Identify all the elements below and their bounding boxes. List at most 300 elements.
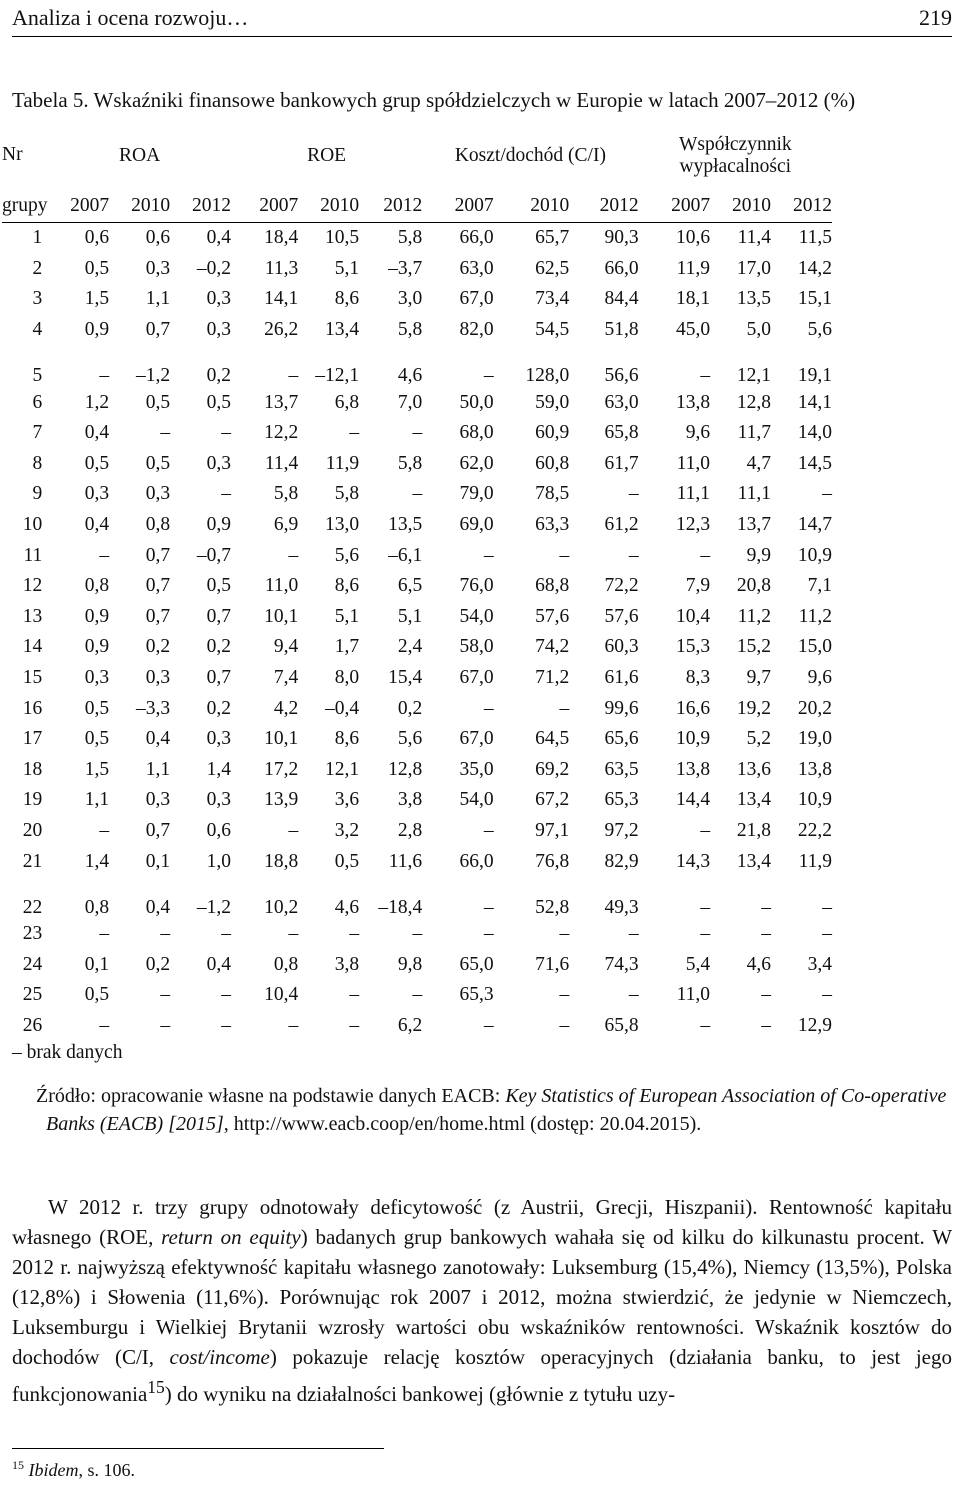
source-note bbox=[36, 1082, 960, 1138]
value-cell: – bbox=[822, 923, 832, 945]
value-cell: 51,8 bbox=[604, 319, 639, 341]
value-cell: 61,7 bbox=[604, 452, 639, 474]
value-cell: – bbox=[221, 1014, 231, 1036]
para-text-3: ) pokazuje relację kosztów operacyjnych (działania banku, to jest jego funkcjonowania bbox=[12, 1345, 952, 1406]
value-cell: 11,9 bbox=[325, 452, 360, 474]
value-cell: 0,5 bbox=[206, 575, 231, 597]
footnote-number: 15 bbox=[12, 1458, 24, 1472]
value-cell: 19,1 bbox=[797, 365, 832, 387]
value-cell: 13,8 bbox=[675, 391, 711, 413]
value-cell: 0,5 bbox=[84, 697, 110, 719]
year-header: 2010 bbox=[298, 190, 359, 223]
value-cell: 21,8 bbox=[736, 819, 771, 841]
value-cell: 65,6 bbox=[604, 728, 639, 750]
value-cell: 0,5 bbox=[84, 984, 110, 1006]
value-cell: 84,4 bbox=[604, 288, 639, 310]
value-cell: 15,2 bbox=[736, 636, 771, 658]
value-cell: 0,7 bbox=[206, 605, 231, 627]
value-cell: 97,2 bbox=[604, 819, 639, 841]
group-number-cell: 11 bbox=[23, 544, 43, 566]
value-cell: 65,7 bbox=[535, 227, 570, 249]
table-row bbox=[2, 602, 832, 633]
value-cell: 62,0 bbox=[459, 452, 494, 474]
value-cell: – bbox=[700, 544, 711, 566]
value-cell: 11,4 bbox=[264, 452, 299, 474]
value-cell: 13,7 bbox=[264, 391, 299, 413]
value-cell: 6,2 bbox=[397, 1014, 423, 1036]
value-cell: 10,2 bbox=[264, 896, 299, 918]
value-cell: 0,3 bbox=[145, 483, 171, 505]
table-row bbox=[2, 449, 832, 480]
group-number-cell: 25 bbox=[22, 984, 43, 1006]
value-cell: 0,2 bbox=[206, 636, 231, 658]
value-cell: 65,3 bbox=[459, 984, 494, 1006]
table-row bbox=[2, 877, 832, 919]
group-number-cell: 4 bbox=[32, 319, 43, 341]
value-cell: 11,9 bbox=[676, 257, 711, 279]
value-cell: – bbox=[628, 923, 639, 945]
value-cell: 11,0 bbox=[676, 452, 711, 474]
value-cell: 0,3 bbox=[145, 257, 171, 279]
value-cell: 0,8 bbox=[273, 953, 299, 975]
value-cell: 11,7 bbox=[737, 422, 771, 444]
value-cell: 13,8 bbox=[675, 758, 711, 780]
value-cell: 45,0 bbox=[675, 319, 711, 341]
value-cell: 67,0 bbox=[459, 667, 494, 689]
value-cell: 4,7 bbox=[746, 452, 771, 474]
value-cell: 13,4 bbox=[736, 789, 771, 811]
value-cell: 13,5 bbox=[736, 288, 771, 310]
value-cell: 49,3 bbox=[604, 896, 639, 918]
value-cell: 0,2 bbox=[145, 953, 171, 975]
value-cell: 63,5 bbox=[604, 758, 639, 780]
value-cell: 3,2 bbox=[334, 819, 360, 841]
value-cell: 54,5 bbox=[535, 319, 570, 341]
solvency-header bbox=[639, 122, 832, 190]
group-number-cell: 17 bbox=[22, 728, 43, 750]
value-cell: 0,3 bbox=[206, 319, 231, 341]
value-cell: 63,0 bbox=[604, 391, 639, 413]
table-row bbox=[2, 816, 832, 847]
value-cell: 0,5 bbox=[84, 728, 110, 750]
value-cell: 13,0 bbox=[325, 514, 360, 536]
group-number-cell: 5 bbox=[32, 365, 43, 387]
value-cell: 19,2 bbox=[736, 697, 771, 719]
value-cell: 12,2 bbox=[264, 422, 299, 444]
value-cell: 14,3 bbox=[675, 850, 711, 872]
value-cell: 13,7 bbox=[736, 514, 771, 536]
year-header: 2007 bbox=[422, 190, 493, 223]
value-cell: – bbox=[761, 896, 771, 918]
body-paragraph bbox=[12, 1192, 952, 1409]
value-cell: –18,4 bbox=[378, 896, 423, 918]
value-cell: 6,9 bbox=[273, 514, 299, 536]
value-cell: 15,3 bbox=[675, 636, 711, 658]
value-cell: 0,2 bbox=[397, 697, 423, 719]
value-cell: 14,5 bbox=[797, 452, 832, 474]
value-cell: 0,3 bbox=[84, 667, 110, 689]
value-cell: – bbox=[412, 923, 423, 945]
roa-header: ROA bbox=[119, 145, 161, 166]
value-cell: 14,1 bbox=[264, 288, 299, 310]
value-cell: – bbox=[99, 819, 110, 841]
value-cell: 9,7 bbox=[746, 667, 771, 689]
value-cell: 61,6 bbox=[604, 667, 639, 689]
value-cell: 13,6 bbox=[736, 758, 771, 780]
value-cell: 5,8 bbox=[334, 483, 360, 505]
value-cell: 13,4 bbox=[736, 850, 771, 872]
value-cell: – bbox=[99, 1014, 110, 1036]
value-cell: – bbox=[288, 1014, 299, 1036]
value-cell: 1,4 bbox=[206, 758, 231, 780]
value-cell: – bbox=[160, 422, 171, 444]
value-cell: – bbox=[349, 1014, 360, 1036]
table-row bbox=[2, 949, 832, 980]
value-cell: 68,0 bbox=[459, 422, 494, 444]
value-cell: 73,4 bbox=[535, 288, 570, 310]
value-cell: 76,8 bbox=[535, 850, 570, 872]
table-row bbox=[2, 846, 832, 877]
value-cell: 65,3 bbox=[604, 789, 639, 811]
value-cell: 14,2 bbox=[797, 257, 832, 279]
legend-note: – brak danych bbox=[12, 1042, 123, 1063]
value-cell: 5,8 bbox=[397, 452, 423, 474]
value-cell: 65,0 bbox=[459, 953, 494, 975]
group-number-cell: 13 bbox=[22, 605, 43, 627]
value-cell: 15,0 bbox=[797, 636, 832, 658]
value-cell: 61,2 bbox=[604, 514, 639, 536]
value-cell: 0,2 bbox=[206, 697, 231, 719]
value-cell: 7,0 bbox=[397, 391, 423, 413]
value-cell: – bbox=[483, 819, 494, 841]
value-cell: – bbox=[99, 923, 110, 945]
value-cell: 13,8 bbox=[797, 758, 832, 780]
value-cell: 1,5 bbox=[84, 758, 110, 780]
value-cell: 11,6 bbox=[388, 850, 423, 872]
value-cell: – bbox=[628, 984, 639, 1006]
value-cell: 6,5 bbox=[397, 575, 423, 597]
year-header: 2007 bbox=[231, 190, 298, 223]
value-cell: 8,6 bbox=[334, 728, 360, 750]
value-cell: 5,2 bbox=[746, 728, 771, 750]
value-cell: 10,9 bbox=[675, 728, 711, 750]
value-cell: – bbox=[761, 923, 771, 945]
value-cell: 5,8 bbox=[397, 319, 423, 341]
value-cell: 3,4 bbox=[807, 953, 832, 975]
value-cell: 1,5 bbox=[84, 288, 110, 310]
value-cell: 0,1 bbox=[145, 850, 171, 872]
value-cell: 0,9 bbox=[84, 319, 110, 341]
value-cell: 1,1 bbox=[145, 758, 171, 780]
group-number-cell: 9 bbox=[32, 483, 43, 505]
value-cell: 0,7 bbox=[145, 819, 171, 841]
group-number-cell: 10 bbox=[22, 514, 43, 536]
table-row bbox=[2, 315, 832, 346]
value-cell: 52,8 bbox=[535, 896, 570, 918]
value-cell: 3,8 bbox=[397, 789, 423, 811]
value-cell: 10,5 bbox=[325, 227, 360, 249]
value-cell: 10,1 bbox=[264, 728, 299, 750]
value-cell: 0,7 bbox=[145, 575, 171, 597]
value-cell: 0,4 bbox=[206, 227, 231, 249]
value-cell: 0,8 bbox=[145, 514, 171, 536]
value-cell: 5,8 bbox=[397, 227, 423, 249]
value-cell: 12,1 bbox=[325, 758, 360, 780]
value-cell: – bbox=[288, 544, 299, 566]
value-cell: 0,4 bbox=[145, 728, 171, 750]
value-cell: 9,6 bbox=[685, 422, 711, 444]
table-row bbox=[2, 418, 832, 449]
value-cell: – bbox=[99, 544, 110, 566]
value-cell: – bbox=[559, 697, 570, 719]
value-cell: 7,1 bbox=[807, 575, 832, 597]
value-cell: 71,6 bbox=[535, 953, 570, 975]
value-cell: 0,4 bbox=[84, 422, 110, 444]
value-cell: 15,4 bbox=[388, 667, 423, 689]
table-row bbox=[2, 284, 832, 315]
value-cell: 67,2 bbox=[535, 789, 570, 811]
year-header: 2012 bbox=[359, 190, 422, 223]
value-cell: 7,4 bbox=[273, 667, 299, 689]
value-cell: –0,2 bbox=[196, 257, 231, 279]
value-cell: – bbox=[483, 896, 494, 918]
value-cell: 22,2 bbox=[797, 819, 832, 841]
group-number-cell: 2 bbox=[32, 257, 43, 279]
source-title: Key Statistics of European Association of Co-operative Banks (EACB) [2015] bbox=[46, 1085, 947, 1135]
value-cell: – bbox=[628, 483, 639, 505]
indicators-table bbox=[2, 122, 832, 1041]
value-cell: –3,7 bbox=[388, 257, 423, 279]
value-cell: 10,9 bbox=[797, 544, 832, 566]
table-row bbox=[2, 345, 832, 387]
value-cell: – bbox=[160, 984, 171, 1006]
value-cell: 4,6 bbox=[746, 953, 771, 975]
value-cell: 6,8 bbox=[334, 391, 360, 413]
value-cell: 0,7 bbox=[206, 667, 231, 689]
value-cell: 11,3 bbox=[264, 257, 299, 279]
value-cell: 5,0 bbox=[746, 319, 771, 341]
table-row bbox=[2, 755, 832, 786]
value-cell: 0,7 bbox=[145, 544, 171, 566]
value-cell: 67,0 bbox=[459, 288, 494, 310]
value-cell: 9,6 bbox=[807, 667, 832, 689]
value-cell: 1,0 bbox=[206, 850, 231, 872]
value-cell: 11,2 bbox=[737, 605, 771, 627]
para-text-1: W 2012 r. trzy grupy odnotowały deficytowość (z Austrii, Grecji, Hiszpanii). Rentowność kapitału własnego (ROE, bbox=[12, 1195, 952, 1249]
value-cell: 8,3 bbox=[685, 667, 711, 689]
group-number-cell: 14 bbox=[22, 636, 43, 658]
value-cell: –1,2 bbox=[196, 896, 231, 918]
value-cell: – bbox=[559, 984, 570, 1006]
value-cell: –1,2 bbox=[135, 365, 171, 387]
value-cell: 0,1 bbox=[84, 953, 110, 975]
value-cell: 54,0 bbox=[459, 605, 494, 627]
group-number-cell: 22 bbox=[22, 896, 43, 918]
value-cell: – bbox=[288, 365, 299, 387]
group-number-cell: 20 bbox=[22, 819, 43, 841]
value-cell: – bbox=[559, 923, 570, 945]
value-cell: 18,4 bbox=[264, 227, 299, 249]
value-cell: 18,8 bbox=[264, 850, 299, 872]
value-cell: –6,1 bbox=[388, 544, 423, 566]
value-cell: 8,0 bbox=[334, 667, 360, 689]
value-cell: 60,8 bbox=[535, 452, 570, 474]
value-cell: 5,4 bbox=[685, 953, 711, 975]
value-cell: 72,2 bbox=[604, 575, 639, 597]
value-cell: 0,5 bbox=[84, 257, 110, 279]
value-cell: 14,4 bbox=[675, 789, 711, 811]
value-cell: 90,3 bbox=[604, 227, 639, 249]
group-number-cell: 6 bbox=[32, 391, 43, 413]
value-cell: 4,6 bbox=[334, 896, 360, 918]
value-cell: 0,5 bbox=[145, 391, 171, 413]
value-cell: 1,1 bbox=[84, 789, 110, 811]
value-cell: 60,3 bbox=[604, 636, 639, 658]
value-cell: 1,1 bbox=[145, 288, 171, 310]
value-cell: 0,3 bbox=[206, 288, 231, 310]
value-cell: 10,4 bbox=[675, 605, 711, 627]
group-number-cell: 18 bbox=[22, 758, 43, 780]
value-cell: 8,6 bbox=[334, 288, 360, 310]
value-cell: 66,0 bbox=[604, 257, 639, 279]
footnote-italic: Ibidem bbox=[28, 1460, 79, 1480]
table-row bbox=[2, 785, 832, 816]
value-cell: 0,9 bbox=[84, 636, 110, 658]
value-cell: – bbox=[349, 984, 360, 1006]
year-header: 2007 bbox=[639, 190, 710, 223]
group-number-cell: 16 bbox=[22, 697, 43, 719]
value-cell: – bbox=[288, 923, 299, 945]
value-cell: 68,8 bbox=[535, 575, 570, 597]
year-header: 2010 bbox=[494, 190, 570, 223]
value-cell: 20,8 bbox=[736, 575, 771, 597]
year-header: 2010 bbox=[710, 190, 771, 223]
value-cell: – bbox=[700, 819, 711, 841]
value-cell: 13,5 bbox=[388, 514, 423, 536]
value-cell: 0,4 bbox=[84, 514, 110, 536]
value-cell: 57,6 bbox=[535, 605, 570, 627]
value-cell: – bbox=[221, 923, 231, 945]
value-cell: 35,0 bbox=[459, 758, 494, 780]
value-cell: 18,1 bbox=[675, 288, 711, 310]
value-cell: 0,3 bbox=[145, 789, 171, 811]
table-row bbox=[2, 919, 832, 950]
value-cell: 66,0 bbox=[459, 850, 494, 872]
year-header: 2012 bbox=[170, 190, 231, 223]
value-cell: 11,0 bbox=[264, 575, 299, 597]
value-cell: 1,4 bbox=[84, 850, 110, 872]
value-cell: 13,4 bbox=[325, 319, 360, 341]
value-cell: 11,5 bbox=[798, 227, 832, 249]
value-cell: 0,2 bbox=[206, 365, 231, 387]
value-cell: –0,7 bbox=[196, 544, 231, 566]
value-cell: 5,6 bbox=[807, 319, 832, 341]
value-cell: 9,8 bbox=[397, 953, 423, 975]
value-cell: – bbox=[412, 422, 423, 444]
table-row bbox=[2, 663, 832, 694]
value-cell: – bbox=[160, 923, 171, 945]
value-cell: 82,9 bbox=[604, 850, 639, 872]
value-cell: 3,6 bbox=[334, 789, 360, 811]
value-cell: 0,8 bbox=[84, 575, 110, 597]
table-row bbox=[2, 540, 832, 571]
value-cell: 0,3 bbox=[206, 789, 231, 811]
solvency-header-line1: Współczynnik bbox=[678, 134, 792, 155]
value-cell: 59,0 bbox=[535, 391, 570, 413]
roe-header: ROE bbox=[307, 145, 347, 166]
value-cell: 11,0 bbox=[676, 984, 711, 1006]
table-row bbox=[2, 1011, 832, 1042]
value-cell: 58,0 bbox=[459, 636, 494, 658]
value-cell: 3,8 bbox=[334, 953, 360, 975]
value-cell: 0,7 bbox=[145, 319, 171, 341]
value-cell: 65,8 bbox=[604, 1014, 639, 1036]
value-cell: – bbox=[822, 896, 832, 918]
value-cell: – bbox=[700, 923, 711, 945]
value-cell: 71,2 bbox=[535, 667, 570, 689]
value-cell: 12,3 bbox=[675, 514, 711, 536]
page-number: 219 bbox=[919, 5, 952, 30]
value-cell: 11,4 bbox=[737, 227, 771, 249]
value-cell: – bbox=[700, 1014, 711, 1036]
value-cell: – bbox=[483, 1014, 494, 1036]
value-cell: 74,3 bbox=[604, 953, 639, 975]
value-cell: – bbox=[412, 984, 423, 1006]
value-cell: 62,5 bbox=[535, 257, 570, 279]
value-cell: 74,2 bbox=[535, 636, 570, 658]
value-cell: 0,6 bbox=[206, 819, 231, 841]
value-cell: 11,2 bbox=[798, 605, 832, 627]
year-header: 2007 bbox=[48, 190, 109, 223]
table-row bbox=[2, 632, 832, 663]
value-cell: 5,6 bbox=[397, 728, 423, 750]
value-cell: 11,1 bbox=[676, 483, 711, 505]
value-cell: 15,1 bbox=[797, 288, 832, 310]
table-row bbox=[2, 693, 832, 724]
value-cell: 0,5 bbox=[84, 452, 110, 474]
value-cell: – bbox=[483, 923, 494, 945]
value-cell: –0,4 bbox=[325, 697, 360, 719]
value-cell: 5,1 bbox=[334, 605, 360, 627]
para-text-2: ) badanych grup bankowych wahała się od kilku do kilkunastu procent. W 2012 r. najwyższą efektywność kapitału własnego zanotowały: Luksemburg (15,4%), Niemcy (13,5%), Polska (12,8%) i Słowenia (11,6%). Porównując rok 2007 i 2012, można stwierdzić, że jedynie w Niemczech, Luksemburgu i Wielkiej Brytanii wzrosły wartości obu wskaźników rentowności. Wskaźnik kosztów do dochodów (C/I, bbox=[12, 1225, 953, 1369]
value-cell: 10,6 bbox=[675, 227, 711, 249]
value-cell: 50,0 bbox=[459, 391, 494, 413]
footnote-divider bbox=[12, 1448, 384, 1449]
nr-label: Nr bbox=[2, 144, 23, 165]
value-cell: – bbox=[160, 1014, 171, 1036]
value-cell: – bbox=[349, 923, 360, 945]
value-cell: 19,0 bbox=[797, 728, 832, 750]
value-cell: 10,9 bbox=[797, 789, 832, 811]
value-cell: 0,6 bbox=[84, 227, 110, 249]
year-header: 2012 bbox=[569, 190, 638, 223]
para-italic-1: return on equity bbox=[161, 1225, 301, 1249]
value-cell: 0,9 bbox=[84, 605, 110, 627]
value-cell: 99,6 bbox=[604, 697, 639, 719]
value-cell: 67,0 bbox=[459, 728, 494, 750]
value-cell: – bbox=[559, 544, 570, 566]
footnote bbox=[12, 1458, 135, 1481]
running-title: Analiza i ocena rozwoju… bbox=[12, 5, 249, 30]
table-caption: Tabela 5. Wskaźniki finansowe bankowych grup spółdzielczych w Europie w latach 2007–2012 (%) bbox=[12, 88, 856, 112]
value-cell: 1,7 bbox=[334, 636, 360, 658]
value-cell: 64,5 bbox=[535, 728, 570, 750]
group-number-cell: 19 bbox=[22, 789, 43, 811]
value-cell: 20,2 bbox=[797, 697, 832, 719]
value-cell: 5,6 bbox=[334, 544, 360, 566]
value-cell: – bbox=[700, 365, 711, 387]
value-cell: – bbox=[412, 483, 423, 505]
